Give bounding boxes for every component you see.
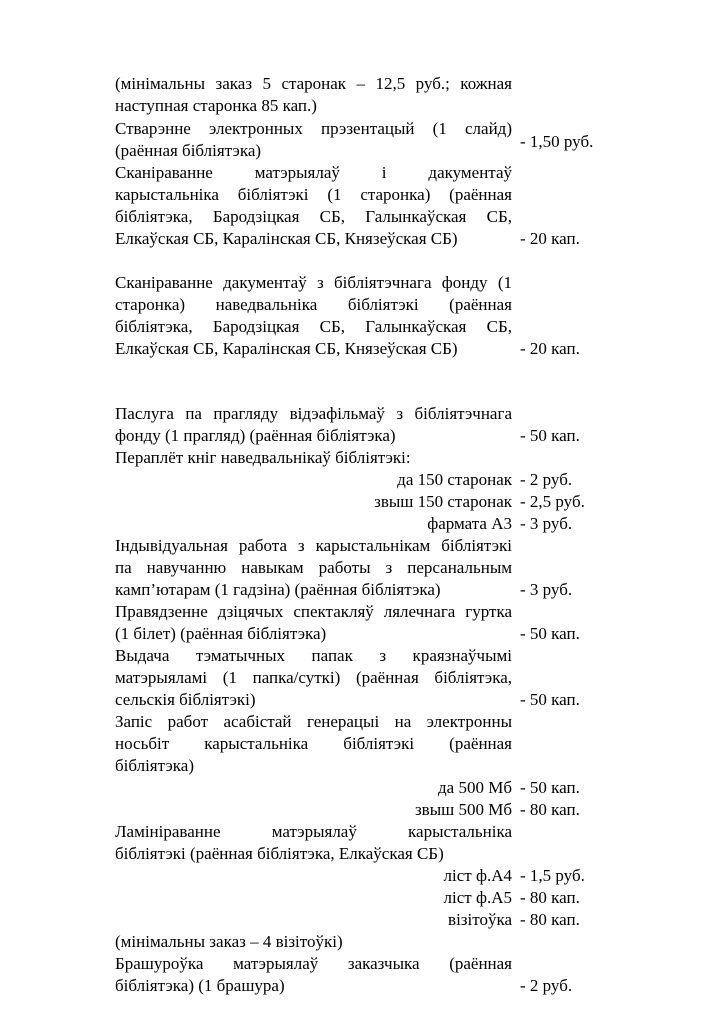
sub-item-label: звыш 500 Мб (414, 800, 512, 819)
service-title: Правядзенне дзіцячых спектакляў лялечнага гуртка (115, 602, 512, 621)
service-title: Пераплёт кніг наведвальнікаў бібліятэкі: (115, 448, 411, 467)
service-price: - 20 кап. (520, 229, 580, 248)
sub-item-label: візітоўка (448, 910, 512, 929)
text-line: бібліятэка) (115, 756, 194, 775)
service-title: Брашуроўка матэрыялаў заказчыка (раённая (115, 954, 512, 973)
service-title: Выдача тэматычных папак з краязнаўчымі (115, 646, 512, 665)
sub-item-price: - 80 кап. (520, 888, 580, 907)
sub-item-price: - 2,5 руб. (520, 492, 585, 511)
service-price: - 3 руб. (520, 580, 573, 599)
sub-item-label: звыш 150 старонак (374, 492, 512, 511)
text-line: камп’ютарам (1 гадзіна) (раённая бібліятэка) (115, 580, 441, 599)
text-line: карыстальніка бібліятэкі (1 старонка) (раённая (115, 185, 512, 204)
sub-item-price: - 50 кап. (520, 778, 580, 797)
service-title: Сканіраванне матэрыялаў і дакументаў (115, 163, 512, 182)
text-line: фонду (1 прагляд) (раённая бібліятэка) (115, 426, 396, 445)
text-line: (1 білет) (раённая бібліятэка) (115, 624, 327, 643)
text-line: па навучанню навыкам работы з персанальным (115, 558, 512, 577)
text-line: (мінімальны заказ 5 старонак – 12,5 руб.; кожная (115, 74, 512, 93)
service-title: Сканіраванне дакументаў з бібліятэчнага фонду (1 (115, 273, 512, 292)
text-line: (раённая бібліятэка) (115, 141, 262, 160)
sub-item-label: фармата А3 (427, 514, 512, 533)
text-line: бібліятэка, Бародзіцкая СБ, Галынкаўская СБ, (115, 207, 512, 226)
service-title: Індывідуальная работа з карыстальнікам бібліятэкі (115, 536, 512, 555)
service-title: Паслуга па прагляду відэафільмаў з бібліятэчнага (115, 404, 512, 423)
text-line: наступная старонка 85 кап.) (115, 96, 317, 115)
sub-item-label: да 500 Мб (438, 778, 512, 797)
text-line: бібліятэкі (раённая бібліятэка, Елкаўская СБ) (115, 844, 444, 863)
service-title: Запіс работ асабістай генерацыі на электронны (115, 712, 512, 731)
sub-item-price: - 2 руб. (520, 470, 573, 489)
service-price: - 50 кап. (520, 690, 580, 709)
sub-item-label: ліст ф.А5 (443, 888, 512, 907)
text-line: матэрыяламі (1 папка/суткі) (раённая бібліятэка, (115, 668, 512, 687)
service-price: - 2 руб. (520, 976, 573, 995)
sub-item-price: - 3 руб. (520, 514, 573, 533)
text-line: бібліятэка) (1 брашура) (115, 976, 285, 995)
service-price: - 20 кап. (520, 339, 580, 358)
text-line: носьбіт карыстальніка бібліятэкі (раённая (115, 734, 512, 753)
text-line: сельскія бібліятэкі) (115, 690, 256, 709)
sub-item-label: да 150 старонак (397, 470, 512, 489)
service-price: - 50 кап. (520, 426, 580, 445)
service-title: Стварэнне электронных прэзентацый (1 слайд) (115, 119, 512, 138)
text-line: Елкаўская СБ, Каралінская СБ, Князеўская СБ) (115, 339, 458, 358)
text-line: старонка) наведвальніка бібліятэкі (раённая (115, 295, 512, 314)
service-price: - 50 кап. (520, 624, 580, 643)
sub-item-price: - 80 кап. (520, 910, 580, 929)
note-line: (мінімальны заказ – 4 візітоўкі) (115, 932, 343, 951)
service-title: Ламініраванне матэрыялаў карыстальніка (115, 822, 512, 841)
service-price: - 1,50 руб. (520, 132, 594, 151)
text-line: бібліятэка, Бародзіцкая СБ, Галынкаўская СБ, (115, 317, 512, 336)
sub-item-price: - 80 кап. (520, 800, 580, 819)
text-line: Елкаўская СБ, Каралінская СБ, Князеўская СБ) (115, 229, 458, 248)
sub-item-label: ліст ф.А4 (443, 866, 512, 885)
sub-item-price: - 1,5 руб. (520, 866, 585, 885)
